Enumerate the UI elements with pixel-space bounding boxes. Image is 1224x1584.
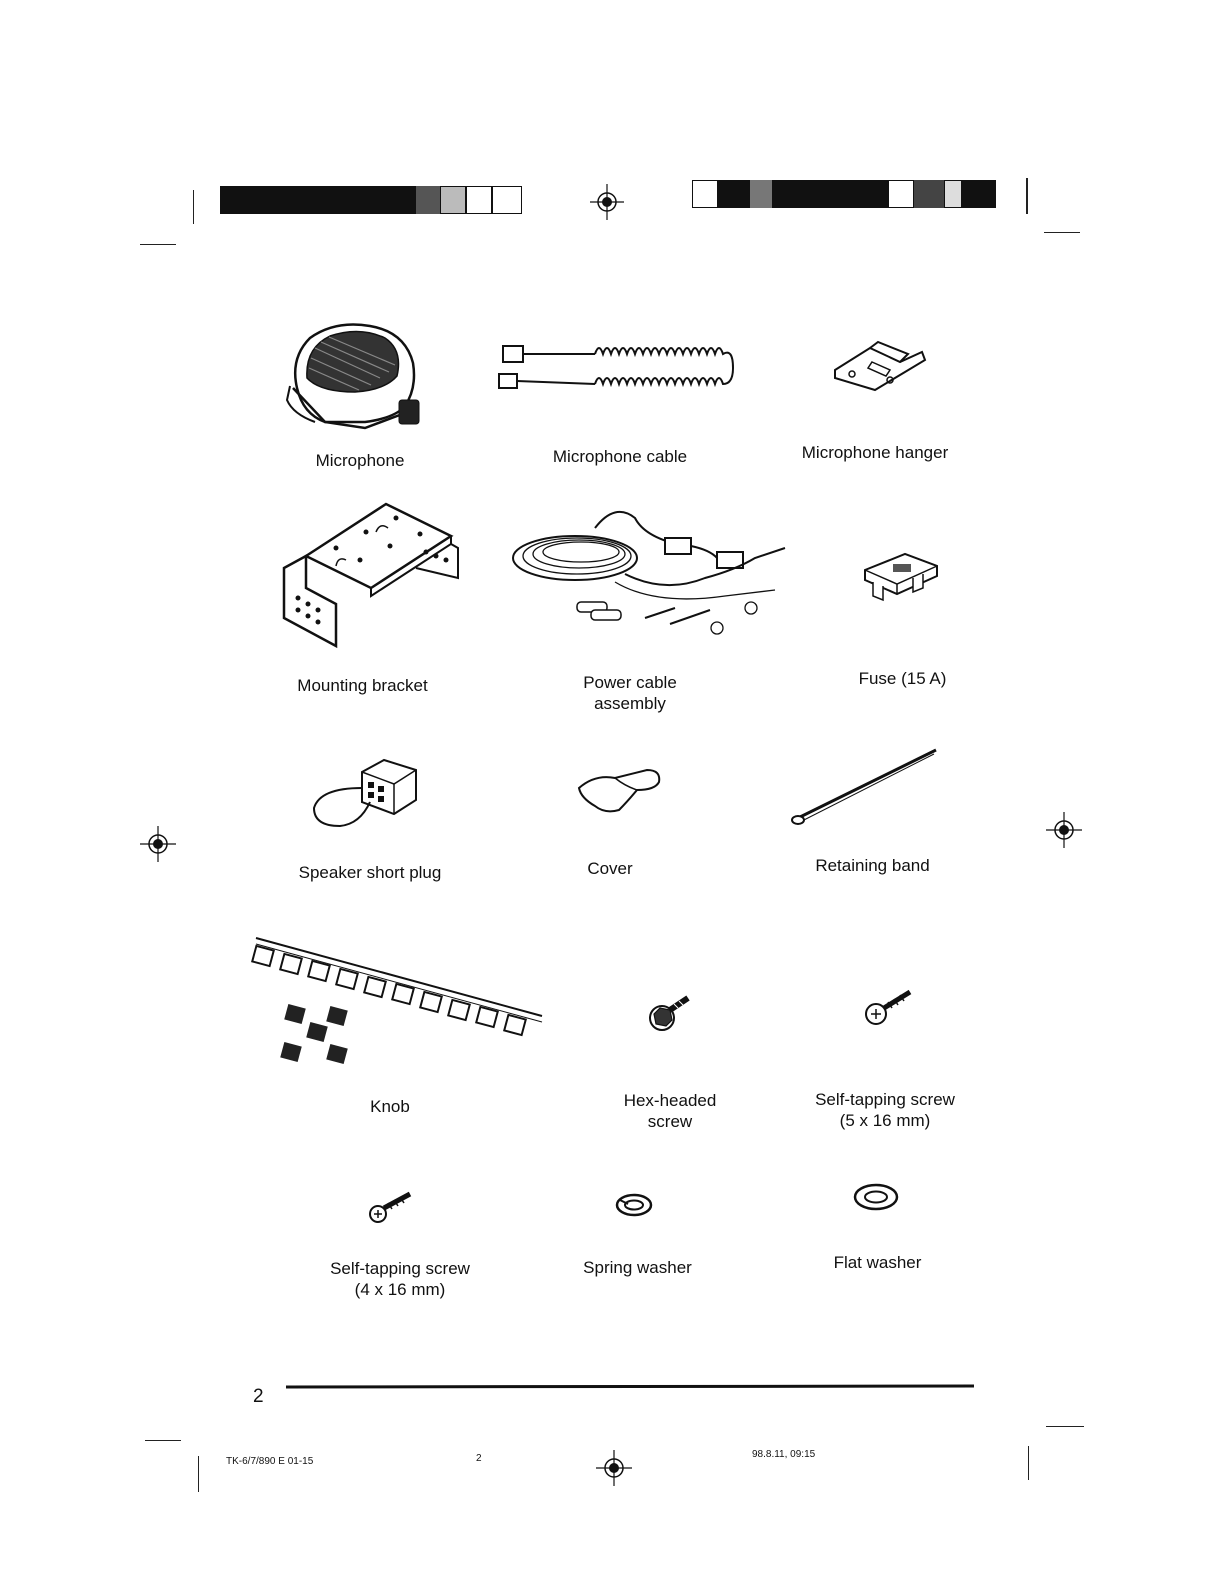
item-label-cover: Cover xyxy=(587,859,633,878)
footer-page: 2 xyxy=(476,1453,482,1464)
knob-illustration xyxy=(246,928,551,1070)
color-bar-right xyxy=(692,180,996,208)
power-cable-assembly-illustration xyxy=(505,498,790,648)
item-label-microphone-cable: Microphone cable xyxy=(552,447,688,466)
page-number: 2 xyxy=(253,1386,264,1407)
microphone-illustration xyxy=(285,318,430,438)
footer-timestamp: 98.8.11, 09:15 xyxy=(752,1449,816,1460)
footer-doc-code: TK-6/7/890 E 01-15 xyxy=(226,1456,314,1467)
item-label-speaker-short-plug: Speaker short plug xyxy=(298,863,442,882)
item-label-microphone: Microphone xyxy=(315,451,405,470)
retaining-band-illustration xyxy=(790,746,940,828)
crop-mark-top-left-vertical xyxy=(193,190,194,224)
footer-rule xyxy=(286,1385,974,1389)
cover-illustration xyxy=(575,766,665,816)
item-label-spring-washer: Spring washer xyxy=(583,1258,692,1277)
item-label-self-tapping-screw-4x16: Self-tapping screw (4 x 16 mm) xyxy=(330,1259,470,1299)
item-label-retaining-band: Retaining band xyxy=(815,856,930,875)
crop-mark-bottom-right-horizontal xyxy=(1046,1426,1084,1427)
self-tapping-screw-5x16-illustration xyxy=(864,990,912,1026)
registration-mark-bottom xyxy=(596,1450,632,1486)
item-label-self-tapping-screw-5x16: Self-tapping screw (5 x 16 mm) xyxy=(815,1090,955,1130)
crop-mark-bottom-right-vertical xyxy=(1028,1446,1029,1480)
item-label-hex-headed-screw: Hex-headed screw xyxy=(623,1091,717,1131)
crop-mark-top-right-horizontal xyxy=(1044,232,1080,233)
flat-washer-illustration xyxy=(852,1182,900,1212)
item-label-mounting-bracket: Mounting bracket xyxy=(297,676,428,695)
speaker-short-plug-illustration xyxy=(310,752,422,832)
item-label-power-cable-assembly: Power cable assembly xyxy=(583,673,677,713)
microphone-hanger-illustration xyxy=(830,340,930,394)
hex-headed-screw-illustration xyxy=(648,994,692,1034)
self-tapping-screw-4x16-illustration xyxy=(368,1192,412,1224)
item-label-flat-washer: Flat washer xyxy=(833,1253,922,1272)
spring-washer-illustration xyxy=(614,1192,654,1218)
crop-mark-bottom-left-horizontal xyxy=(145,1440,181,1441)
item-label-microphone-hanger: Microphone hanger xyxy=(801,443,949,462)
crop-mark-top-left-horizontal xyxy=(140,244,176,245)
registration-mark-right xyxy=(1046,812,1082,848)
registration-mark-left xyxy=(140,826,176,862)
microphone-cable-illustration xyxy=(495,334,755,392)
crop-mark-bottom-left-vertical xyxy=(198,1456,199,1492)
color-bar-left xyxy=(220,186,522,214)
crop-mark-top-right-vertical xyxy=(1026,178,1028,214)
item-label-fuse: Fuse (15 A) xyxy=(858,669,947,688)
mounting-bracket-illustration xyxy=(276,498,466,656)
registration-mark-top xyxy=(590,184,624,220)
item-label-knob: Knob xyxy=(370,1097,410,1116)
fuse-illustration xyxy=(855,550,943,602)
